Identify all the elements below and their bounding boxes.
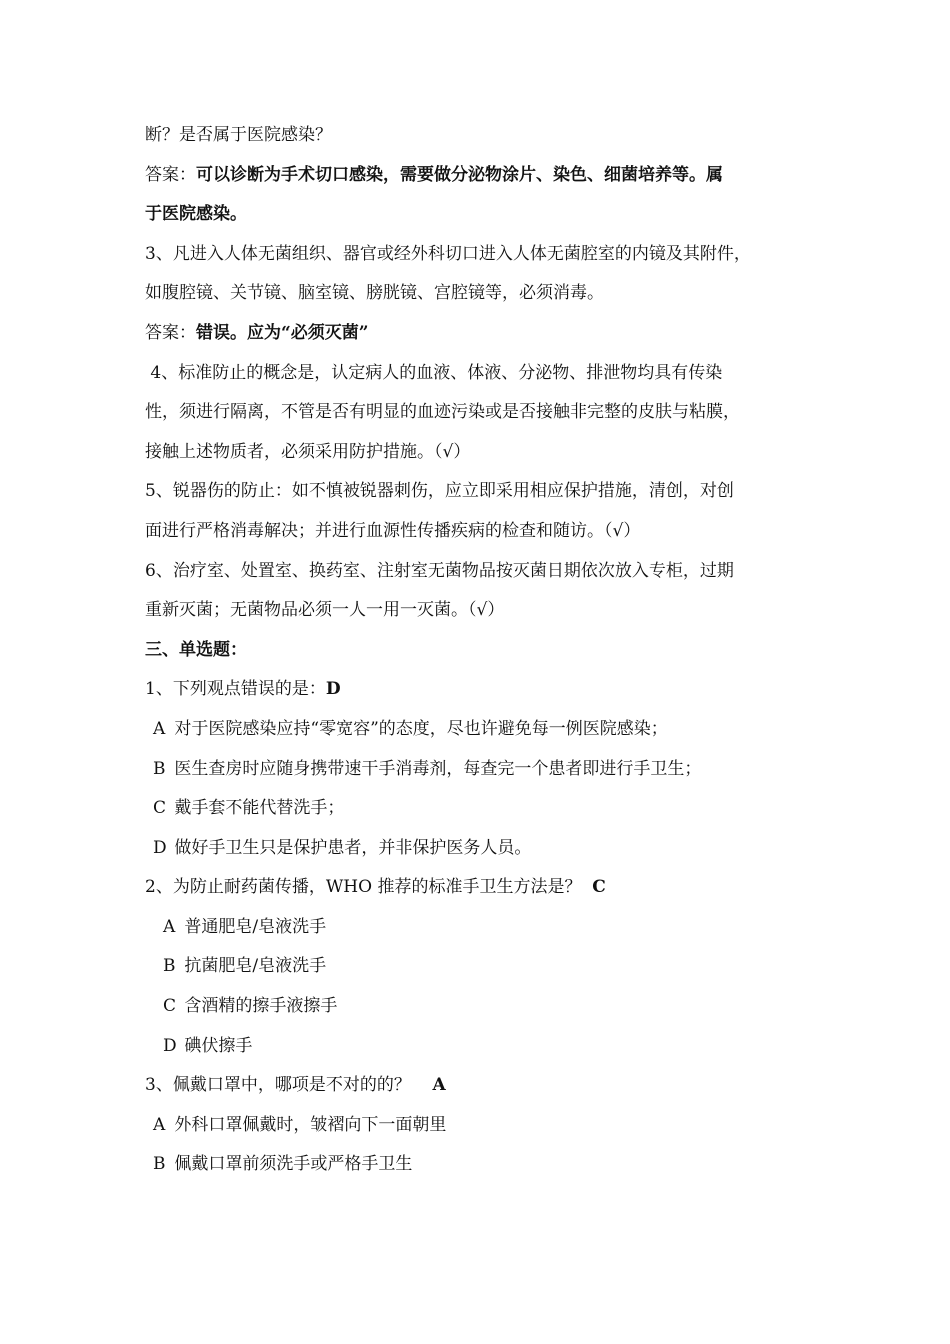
option-d [145,834,830,874]
option-letter: A [153,1114,166,1135]
option-text: 碘伏擦手 [184,1035,253,1056]
option-letter: C [153,798,167,819]
question-text: 3、佩戴口罩中，哪项是不对的的？ [145,1075,411,1096]
mc-question-3 [145,1071,830,1111]
question-5 [145,477,830,517]
question-5-continued [145,517,830,557]
question-text: 重新灭菌；无菌物品必须一人一用一灭菌。（√） [145,600,505,621]
option-letter: B [163,956,176,977]
question-text: 如腹腔镜、关节镜、脑室镜、膀胱镜、宫腔镜等，必须消毒。 [145,283,604,304]
option-letter: A [153,718,166,739]
question-text: 3、凡进入人体无菌组织、器官或经外科切口进入人体无菌腔室的内镜及其附件， [145,243,751,264]
question-4-continued [145,438,830,478]
option-letter: B [153,758,166,779]
option-a [145,715,830,755]
option-d [145,1032,830,1072]
option-letter: B [153,1154,166,1175]
option-b [145,952,830,992]
answer-key: A [432,1075,446,1096]
option-text: 戴手套不能代替洗手； [174,798,345,819]
question-text: 6、治疗室、处置室、换药室、注射室无菌物品按灭菌日期依次放入专柜，过期 [145,560,734,581]
answer-text: 错误。应为“必须灭菌” [196,322,369,343]
option-letter: A [163,916,176,937]
question-text: 接触上述物质者，必须采用防护措施。（√） [145,441,471,462]
section-heading [145,636,830,676]
option-text: 含酒精的擦手液擦手 [184,996,338,1017]
answer-key: D [325,679,341,700]
option-a [145,1111,830,1151]
question-text: 1、下列观点错误的是： [145,679,326,700]
option-letter: C [163,996,177,1017]
question-3-continued [145,279,830,319]
section-title: 三、单选题： [145,639,247,660]
option-text: 佩戴口罩前须洗手或严格手卫生 [174,1154,413,1175]
option-text: 对于医院感染应持“零宽容”的态度，尽也许避免每一例医院感染； [174,718,668,739]
answer-text: 于医院感染。 [145,204,247,225]
option-letter: D [163,1035,177,1056]
question-text: 面进行严格消毒解决；并进行血源性传播疾病的检查和随访。（√） [145,520,641,541]
answer-text: 可以诊断为手术切口感染，需要做分泌物涂片、染色、细菌培养等。属 [196,164,723,185]
option-text: 普通肥皂/皂液洗手 [184,916,327,937]
question-text: 5、锐器伤的防止：如不慎被锐器刺伤，应立即采用相应保护措施，清创，对创 [145,481,734,502]
question-continuation: 断？是否属于医院感染？ [145,125,332,145]
option-text: 医生查房时应随身携带速干手消毒剂，每查完一个患者即进行手卫生； [174,758,702,779]
question-text: 4、标准防止的概念是，认定病人的血液、体液、分泌物、排泄物均具有传染 [145,362,723,383]
question-text: 2、为防止耐药菌传播，WHO 推荐的标准手卫生方法是？ [145,877,582,898]
question-3 [145,240,830,280]
option-c [145,992,830,1032]
option-text: 做好手卫生只是保护患者，并非保护医务人员。 [174,837,532,858]
option-text: 外科口罩佩戴时，皱褶向下一面朝里 [174,1114,447,1135]
option-text: 抗菌肥皂/皂液洗手 [184,956,327,977]
mc-question-2 [145,873,830,913]
question-6-continued [145,596,830,636]
answer-label: 答案： [145,322,196,343]
option-b [145,755,830,795]
answer-label: 答案： [145,164,196,185]
mc-question-1 [145,675,830,715]
option-c [145,794,830,834]
question-text: 性，须进行隔离，不管是否有明显的血迹污染或是否接触非完整的皮肤与粘膜， [145,402,740,423]
option-b [145,1150,830,1190]
option-letter: D [153,837,167,858]
question-4 [145,359,830,399]
answer-key: C [592,877,606,898]
answer-line [145,319,830,359]
text-line [145,121,830,161]
answer-line-continued [145,200,830,240]
option-a [145,913,830,953]
answer-line [145,161,830,201]
question-6 [145,557,830,597]
question-4-continued [145,398,830,438]
